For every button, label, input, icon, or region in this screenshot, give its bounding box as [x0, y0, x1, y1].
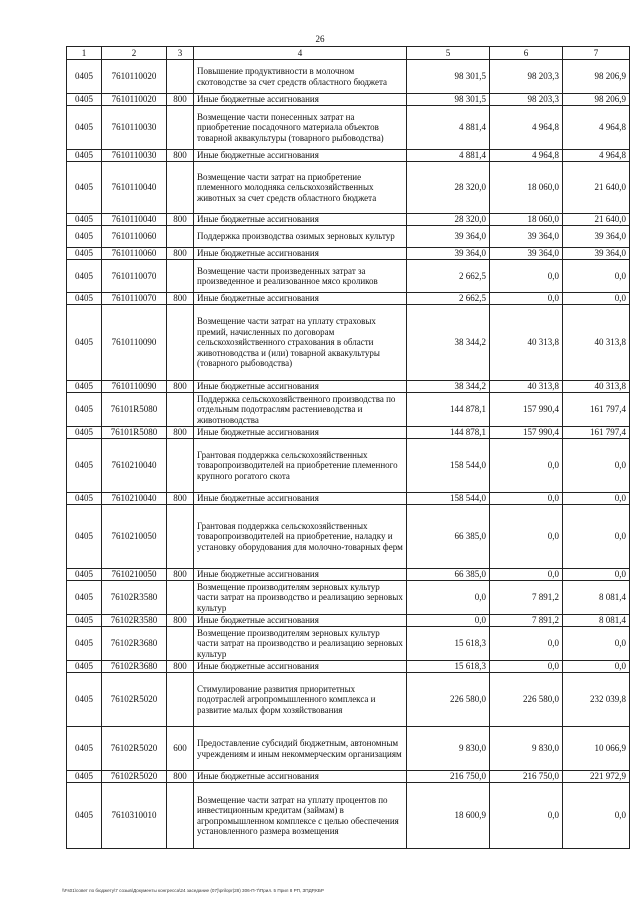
target-article-cell: 7610110020 [102, 60, 167, 94]
target-article-cell: 7610210040 [102, 439, 167, 493]
item-name-cell: Предоставление субсидий бюджетным, автономным учреждениям и иным некоммерческим организациям [194, 727, 407, 771]
target-article-cell: 76101R5080 [102, 427, 167, 439]
item-name-cell: Иные бюджетные ассигнования [194, 661, 407, 673]
item-name-cell: Поддержка сельскохозяйственного производства по отдельным подотраслям растениеводства и животноводства [194, 393, 407, 427]
target-article-cell: 7610110070 [102, 260, 167, 293]
section-code-cell: 0405 [67, 226, 102, 248]
amount-year2-cell: 0,0 [490, 293, 563, 305]
amount-year2-cell: 226 580,0 [490, 673, 563, 727]
amount-year3-cell: 8 081,4 [563, 615, 630, 627]
item-name-cell: Возмещение производителям зерновых культур части затрат на производство и реализацию зерновых культур [194, 627, 407, 661]
section-code-cell: 0405 [67, 260, 102, 293]
expense-type-cell: 800 [167, 248, 194, 260]
expense-type-cell [167, 226, 194, 248]
amount-year3-cell: 221 972,9 [563, 771, 630, 783]
target-article-cell: 7610110030 [102, 106, 167, 150]
amount-year1-cell: 66 385,0 [407, 569, 490, 581]
item-name-cell: Иные бюджетные ассигнования [194, 94, 407, 106]
amount-year3-cell: 98 206,9 [563, 94, 630, 106]
amount-year2-cell: 18 060,0 [490, 162, 563, 214]
amount-year1-cell: 4 881,4 [407, 150, 490, 162]
amount-year1-cell: 39 364,0 [407, 226, 490, 248]
amount-year2-cell: 7 891,2 [490, 615, 563, 627]
amount-year3-cell: 8 081,4 [563, 581, 630, 615]
target-article-cell: 76102R5020 [102, 727, 167, 771]
amount-year3-cell: 161 797,4 [563, 427, 630, 439]
target-article-cell: 7610210050 [102, 505, 167, 569]
item-name-cell: Иные бюджетные ассигнования [194, 214, 407, 226]
expense-type-cell [167, 305, 194, 381]
item-name-cell: Возмещение части понесенных затрат на приобретение посадочного материала объектов товарной аквакультуры (товарного рыбоводства) [194, 106, 407, 150]
amount-year3-cell: 0,0 [563, 439, 630, 493]
target-article-cell: 7610110060 [102, 226, 167, 248]
amount-year2-cell: 157 990,4 [490, 393, 563, 427]
amount-year2-cell: 39 364,0 [490, 226, 563, 248]
amount-year1-cell: 98 301,5 [407, 60, 490, 94]
amount-year2-cell: 4 964,8 [490, 106, 563, 150]
table-row [67, 569, 630, 581]
amount-year3-cell: 0,0 [563, 260, 630, 293]
amount-year2-cell: 18 060,0 [490, 214, 563, 226]
section-code-cell: 0405 [67, 94, 102, 106]
column-header: 5 [407, 47, 490, 60]
amount-year1-cell: 98 301,5 [407, 94, 490, 106]
amount-year3-cell: 161 797,4 [563, 393, 630, 427]
table-row [67, 439, 630, 493]
amount-year1-cell: 226 580,0 [407, 673, 490, 727]
column-header: 3 [167, 47, 194, 60]
expense-type-cell: 800 [167, 569, 194, 581]
table-row [67, 771, 630, 783]
amount-year2-cell: 4 964,8 [490, 150, 563, 162]
column-header: 7 [563, 47, 630, 60]
amount-year2-cell: 0,0 [490, 493, 563, 505]
amount-year3-cell: 0,0 [563, 783, 630, 849]
item-name-cell: Иные бюджетные ассигнования [194, 150, 407, 162]
expense-type-cell [167, 439, 194, 493]
expense-type-cell [167, 627, 194, 661]
item-name-cell: Иные бюджетные ассигнования [194, 771, 407, 783]
amount-year3-cell: 40 313,8 [563, 381, 630, 393]
item-name-cell: Иные бюджетные ассигнования [194, 293, 407, 305]
amount-year2-cell: 40 313,8 [490, 381, 563, 393]
column-header: 6 [490, 47, 563, 60]
amount-year1-cell: 0,0 [407, 615, 490, 627]
expense-type-cell [167, 162, 194, 214]
amount-year2-cell: 98 203,3 [490, 94, 563, 106]
target-article-cell: 7610110090 [102, 305, 167, 381]
amount-year1-cell: 38 344,2 [407, 381, 490, 393]
expense-type-cell: 800 [167, 381, 194, 393]
section-code-cell: 0405 [67, 162, 102, 214]
item-name-cell: Иные бюджетные ассигнования [194, 569, 407, 581]
amount-year1-cell: 15 618,3 [407, 661, 490, 673]
section-code-cell: 0405 [67, 60, 102, 94]
amount-year3-cell: 0,0 [563, 661, 630, 673]
amount-year3-cell: 0,0 [563, 569, 630, 581]
expense-type-cell: 800 [167, 771, 194, 783]
amount-year1-cell: 144 878,1 [407, 393, 490, 427]
section-code-cell: 0405 [67, 673, 102, 727]
amount-year2-cell: 7 891,2 [490, 581, 563, 615]
table-row [67, 615, 630, 627]
amount-year3-cell: 0,0 [563, 627, 630, 661]
section-code-cell: 0405 [67, 771, 102, 783]
amount-year1-cell: 15 618,3 [407, 627, 490, 661]
amount-year2-cell: 0,0 [490, 661, 563, 673]
section-code-cell: 0405 [67, 305, 102, 381]
expense-type-cell [167, 106, 194, 150]
table-row [67, 727, 630, 771]
table-row [67, 248, 630, 260]
amount-year2-cell: 39 364,0 [490, 248, 563, 260]
amount-year1-cell: 28 320,0 [407, 162, 490, 214]
file-path-footer: \\Fs01\совет по бюджету\7 созыв\Документы конгресса\24 заседание (07)\prilopr(28) 306-П-7\Прил. 5 Прил 8 РП, ЗПДР,КБР [62, 888, 324, 893]
amount-year2-cell: 157 990,4 [490, 427, 563, 439]
table-row [67, 505, 630, 569]
column-header: 4 [194, 47, 407, 60]
section-code-cell: 0405 [67, 293, 102, 305]
amount-year3-cell: 39 364,0 [563, 248, 630, 260]
item-name-cell: Иные бюджетные ассигнования [194, 248, 407, 260]
amount-year3-cell: 232 039,8 [563, 673, 630, 727]
item-name-cell: Иные бюджетные ассигнования [194, 381, 407, 393]
expense-type-cell [167, 393, 194, 427]
amount-year3-cell: 21 640,0 [563, 214, 630, 226]
target-article-cell: 7610210040 [102, 493, 167, 505]
table-row [67, 783, 630, 849]
amount-year1-cell: 2 662,5 [407, 293, 490, 305]
amount-year3-cell: 98 206,9 [563, 60, 630, 94]
amount-year2-cell: 0,0 [490, 569, 563, 581]
item-name-cell: Поддержка производства озимых зерновых культур [194, 226, 407, 248]
amount-year1-cell: 144 878,1 [407, 427, 490, 439]
expense-type-cell [167, 505, 194, 569]
amount-year2-cell: 0,0 [490, 439, 563, 493]
expense-type-cell [167, 581, 194, 615]
column-header: 1 [67, 47, 102, 60]
target-article-cell: 7610310010 [102, 783, 167, 849]
amount-year3-cell: 0,0 [563, 505, 630, 569]
amount-year2-cell: 0,0 [490, 505, 563, 569]
expense-type-cell [167, 783, 194, 849]
amount-year3-cell: 10 066,9 [563, 727, 630, 771]
amount-year2-cell: 216 750,0 [490, 771, 563, 783]
amount-year3-cell: 39 364,0 [563, 226, 630, 248]
target-article-cell: 76102R5020 [102, 673, 167, 727]
table-row [67, 581, 630, 615]
amount-year2-cell: 40 313,8 [490, 305, 563, 381]
amount-year3-cell: 4 964,8 [563, 150, 630, 162]
section-code-cell: 0405 [67, 493, 102, 505]
section-code-cell: 0405 [67, 427, 102, 439]
amount-year3-cell: 0,0 [563, 293, 630, 305]
target-article-cell: 7610110040 [102, 162, 167, 214]
column-header: 2 [102, 47, 167, 60]
section-code-cell: 0405 [67, 661, 102, 673]
item-name-cell: Стимулирование развития приоритетных подотраслей агропромышленного комплекса и развитие малых форм хозяйствования [194, 673, 407, 727]
table-row [67, 493, 630, 505]
expense-type-cell: 800 [167, 293, 194, 305]
table-row [67, 214, 630, 226]
amount-year1-cell: 158 544,0 [407, 439, 490, 493]
table-row [67, 260, 630, 293]
table-row [67, 94, 630, 106]
amount-year2-cell: 0,0 [490, 627, 563, 661]
table-row [67, 106, 630, 150]
amount-year1-cell: 2 662,5 [407, 260, 490, 293]
target-article-cell: 7610110040 [102, 214, 167, 226]
target-article-cell: 76101R5080 [102, 393, 167, 427]
section-code-cell: 0405 [67, 248, 102, 260]
amount-year2-cell: 98 203,3 [490, 60, 563, 94]
table-row [67, 150, 630, 162]
amount-year1-cell: 4 881,4 [407, 106, 490, 150]
expense-type-cell: 800 [167, 427, 194, 439]
target-article-cell: 76102R3580 [102, 581, 167, 615]
amount-year3-cell: 0,0 [563, 493, 630, 505]
target-article-cell: 76102R3580 [102, 615, 167, 627]
target-article-cell: 76102R3680 [102, 661, 167, 673]
section-code-cell: 0405 [67, 439, 102, 493]
section-code-cell: 0405 [67, 581, 102, 615]
target-article-cell: 7610110030 [102, 150, 167, 162]
item-name-cell: Возмещение производителям зерновых культур части затрат на производство и реализацию зерновых культур [194, 581, 407, 615]
expense-type-cell: 800 [167, 214, 194, 226]
expense-type-cell: 800 [167, 94, 194, 106]
table-row [67, 226, 630, 248]
table-row [67, 661, 630, 673]
table-row [67, 427, 630, 439]
expense-type-cell: 800 [167, 615, 194, 627]
amount-year1-cell: 28 320,0 [407, 214, 490, 226]
amount-year2-cell: 0,0 [490, 783, 563, 849]
table-row [67, 162, 630, 214]
expense-type-cell: 600 [167, 727, 194, 771]
table-row [67, 60, 630, 94]
section-code-cell: 0405 [67, 381, 102, 393]
item-name-cell: Иные бюджетные ассигнования [194, 427, 407, 439]
expense-type-cell [167, 260, 194, 293]
target-article-cell: 7610210050 [102, 569, 167, 581]
section-code-cell: 0405 [67, 615, 102, 627]
section-code-cell: 0405 [67, 627, 102, 661]
amount-year3-cell: 40 313,8 [563, 305, 630, 381]
budget-table [66, 46, 630, 849]
target-article-cell: 76102R3680 [102, 627, 167, 661]
item-name-cell: Возмещение части затрат на уплату страховых премий, начисленных по договорам сельскохозяйственного страхования в области животноводства и (или) товарной аквакультуры (товарного рыбоводства) [194, 305, 407, 381]
page-number: 26 [315, 34, 325, 44]
section-code-cell: 0405 [67, 569, 102, 581]
item-name-cell: Иные бюджетные ассигнования [194, 615, 407, 627]
section-code-cell: 0405 [67, 106, 102, 150]
section-code-cell: 0405 [67, 393, 102, 427]
section-code-cell: 0405 [67, 150, 102, 162]
section-code-cell: 0405 [67, 214, 102, 226]
item-name-cell: Иные бюджетные ассигнования [194, 493, 407, 505]
item-name-cell: Возмещение части затрат на уплату процентов по инвестиционным кредитам (займам) в агропромышленном комплексе с целью обеспечения установленного размера возмещения [194, 783, 407, 849]
amount-year2-cell: 0,0 [490, 260, 563, 293]
amount-year3-cell: 4 964,8 [563, 106, 630, 150]
table-body [67, 60, 630, 849]
expense-type-cell: 800 [167, 661, 194, 673]
amount-year1-cell: 66 385,0 [407, 505, 490, 569]
item-name-cell: Возмещение части затрат на приобретение племенного молодняка сельскохозяйственных животных за счет средств областного бюджета [194, 162, 407, 214]
table-row [67, 305, 630, 381]
target-article-cell: 7610110070 [102, 293, 167, 305]
amount-year1-cell: 0,0 [407, 581, 490, 615]
amount-year1-cell: 18 600,9 [407, 783, 490, 849]
item-name-cell: Повышение продуктивности в молочном скотоводстве за счет средств областного бюджета [194, 60, 407, 94]
amount-year1-cell: 216 750,0 [407, 771, 490, 783]
expense-type-cell: 800 [167, 150, 194, 162]
target-article-cell: 7610110020 [102, 94, 167, 106]
item-name-cell: Грантовая поддержка сельскохозяйственных товаропроизводителей на приобретение, наладку и установку оборудования для молочно-товарных ферм [194, 505, 407, 569]
amount-year1-cell: 39 364,0 [407, 248, 490, 260]
expense-type-cell [167, 60, 194, 94]
table-row [67, 673, 630, 727]
amount-year1-cell: 9 830,0 [407, 727, 490, 771]
section-code-cell: 0405 [67, 727, 102, 771]
section-code-cell: 0405 [67, 505, 102, 569]
target-article-cell: 7610110090 [102, 381, 167, 393]
amount-year2-cell: 9 830,0 [490, 727, 563, 771]
target-article-cell: 7610110060 [102, 248, 167, 260]
table-row [67, 627, 630, 661]
table-row [67, 393, 630, 427]
table-row [67, 381, 630, 393]
target-article-cell: 76102R5020 [102, 771, 167, 783]
table-header-row [67, 47, 630, 60]
table-row [67, 293, 630, 305]
amount-year1-cell: 38 344,2 [407, 305, 490, 381]
amount-year3-cell: 21 640,0 [563, 162, 630, 214]
expense-type-cell: 800 [167, 493, 194, 505]
item-name-cell: Грантовая поддержка сельскохозяйственных товаропроизводителей на приобретение племенного крупного рогатого скота [194, 439, 407, 493]
section-code-cell: 0405 [67, 783, 102, 849]
item-name-cell: Возмещение части произведенных затрат за произведенное и реализованное мясо кроликов [194, 260, 407, 293]
expense-type-cell [167, 673, 194, 727]
amount-year1-cell: 158 544,0 [407, 493, 490, 505]
